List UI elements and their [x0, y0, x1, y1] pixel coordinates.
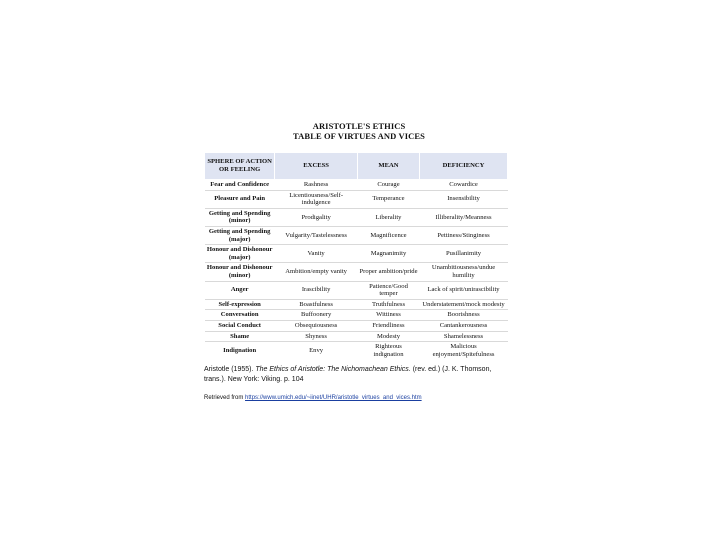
- virtues-vices-table: [204, 152, 508, 359]
- cell-mean: Modesty: [357, 331, 419, 342]
- cell-deficiency: Lack of spirit/unirascibility: [420, 281, 508, 299]
- header-deficiency: DEFICIENCY: [420, 153, 508, 180]
- cell-mean: Wittiness: [357, 310, 419, 321]
- cell-excess: Rashness: [275, 180, 358, 191]
- cell-mean: Truthfulness: [357, 299, 419, 310]
- header-sphere: SPHERE OF ACTION OR FEELING: [205, 153, 275, 180]
- table-row: [205, 299, 508, 310]
- cell-deficiency: Illiberality/Meanness: [420, 208, 508, 226]
- title-line-2: TABLE OF VIRTUES AND VICES: [293, 131, 425, 141]
- cell-sphere: Anger: [205, 281, 275, 299]
- cell-excess: Licentiousness/Self-indulgence: [275, 190, 358, 208]
- header-excess: EXCESS: [275, 153, 358, 180]
- document: [204, 118, 514, 402]
- table-row: [205, 190, 508, 208]
- cell-sphere: Shame: [205, 331, 275, 342]
- cell-sphere: Honour and Dishonour (major): [205, 245, 275, 263]
- cell-excess: Vulgarity/Tastelessness: [275, 226, 358, 244]
- cell-sphere: Pleasure and Pain: [205, 190, 275, 208]
- cell-sphere: Fear and Confidence: [205, 180, 275, 191]
- table-header-row: [205, 153, 508, 180]
- citation: [204, 365, 504, 385]
- retrieved-prefix: Retrieved from: [204, 395, 244, 402]
- table-row: [205, 226, 508, 244]
- table-row: [205, 281, 508, 299]
- table-row: [205, 245, 508, 263]
- cell-sphere: Getting and Spending (minor): [205, 208, 275, 226]
- cell-sphere: Social Conduct: [205, 320, 275, 331]
- cell-deficiency: Insensibility: [420, 190, 508, 208]
- table-row: [205, 180, 508, 191]
- cell-deficiency: Boorishness: [420, 310, 508, 321]
- cell-excess: Ambition/empty vanity: [275, 263, 358, 281]
- cell-mean: Righteous indignation: [357, 342, 419, 360]
- table-row: [205, 310, 508, 321]
- retrieved-from: [204, 394, 504, 402]
- cell-excess: Envy: [275, 342, 358, 360]
- cell-sphere: Honour and Dishonour (minor): [205, 263, 275, 281]
- cell-mean: Magnanimity: [357, 245, 419, 263]
- cell-deficiency: Cowardice: [420, 180, 508, 191]
- citation-details: (rev. ed.) (J. K. Thomson, trans.). New York: Viking. p. 104: [204, 366, 492, 384]
- cell-deficiency: Cantankerousness: [420, 320, 508, 331]
- cell-sphere: Self-expression: [205, 299, 275, 310]
- table-row: [205, 263, 508, 281]
- cell-mean: Friendliness: [357, 320, 419, 331]
- cell-excess: Prodigality: [275, 208, 358, 226]
- source-link[interactable]: https://www.umich.edu/~iinet/UHR/aristotle_virtues_and_vices.htm: [245, 395, 422, 402]
- cell-mean: Temperance: [357, 190, 419, 208]
- cell-excess: Buffoonery: [275, 310, 358, 321]
- cell-mean: Patience/Good temper: [357, 281, 419, 299]
- table-row: [205, 331, 508, 342]
- cell-deficiency: Malicious enjoyment/Spitefulness: [420, 342, 508, 360]
- cell-sphere: Indignation: [205, 342, 275, 360]
- cell-excess: Irascibility: [275, 281, 358, 299]
- document-title: [204, 118, 514, 152]
- table-row: [205, 342, 508, 360]
- cell-mean: Liberality: [357, 208, 419, 226]
- cell-excess: Boastfulness: [275, 299, 358, 310]
- cell-mean: Courage: [357, 180, 419, 191]
- header-mean: MEAN: [357, 153, 419, 180]
- cell-deficiency: Shamelessness: [420, 331, 508, 342]
- citation-work: The Ethics of Aristotle: The Nichomachean Ethics.: [255, 366, 411, 374]
- citation-author: Aristotle (1955).: [204, 366, 254, 374]
- cell-mean: Magnificence: [357, 226, 419, 244]
- cell-sphere: Getting and Spending (major): [205, 226, 275, 244]
- title-line-1: ARISTOTLE'S ETHICS: [312, 121, 406, 131]
- table-row: [205, 320, 508, 331]
- cell-deficiency: Understatement/mock modesty: [420, 299, 508, 310]
- cell-excess: Obsequiousness: [275, 320, 358, 331]
- cell-excess: Shyness: [275, 331, 358, 342]
- cell-mean: Proper ambition/pride: [357, 263, 419, 281]
- cell-sphere: Conversation: [205, 310, 275, 321]
- table-row: [205, 208, 508, 226]
- cell-deficiency: Pusillanimity: [420, 245, 508, 263]
- cell-deficiency: Pettiness/Stinginess: [420, 226, 508, 244]
- cell-deficiency: Unambitiousness/undue humility: [420, 263, 508, 281]
- cell-excess: Vanity: [275, 245, 358, 263]
